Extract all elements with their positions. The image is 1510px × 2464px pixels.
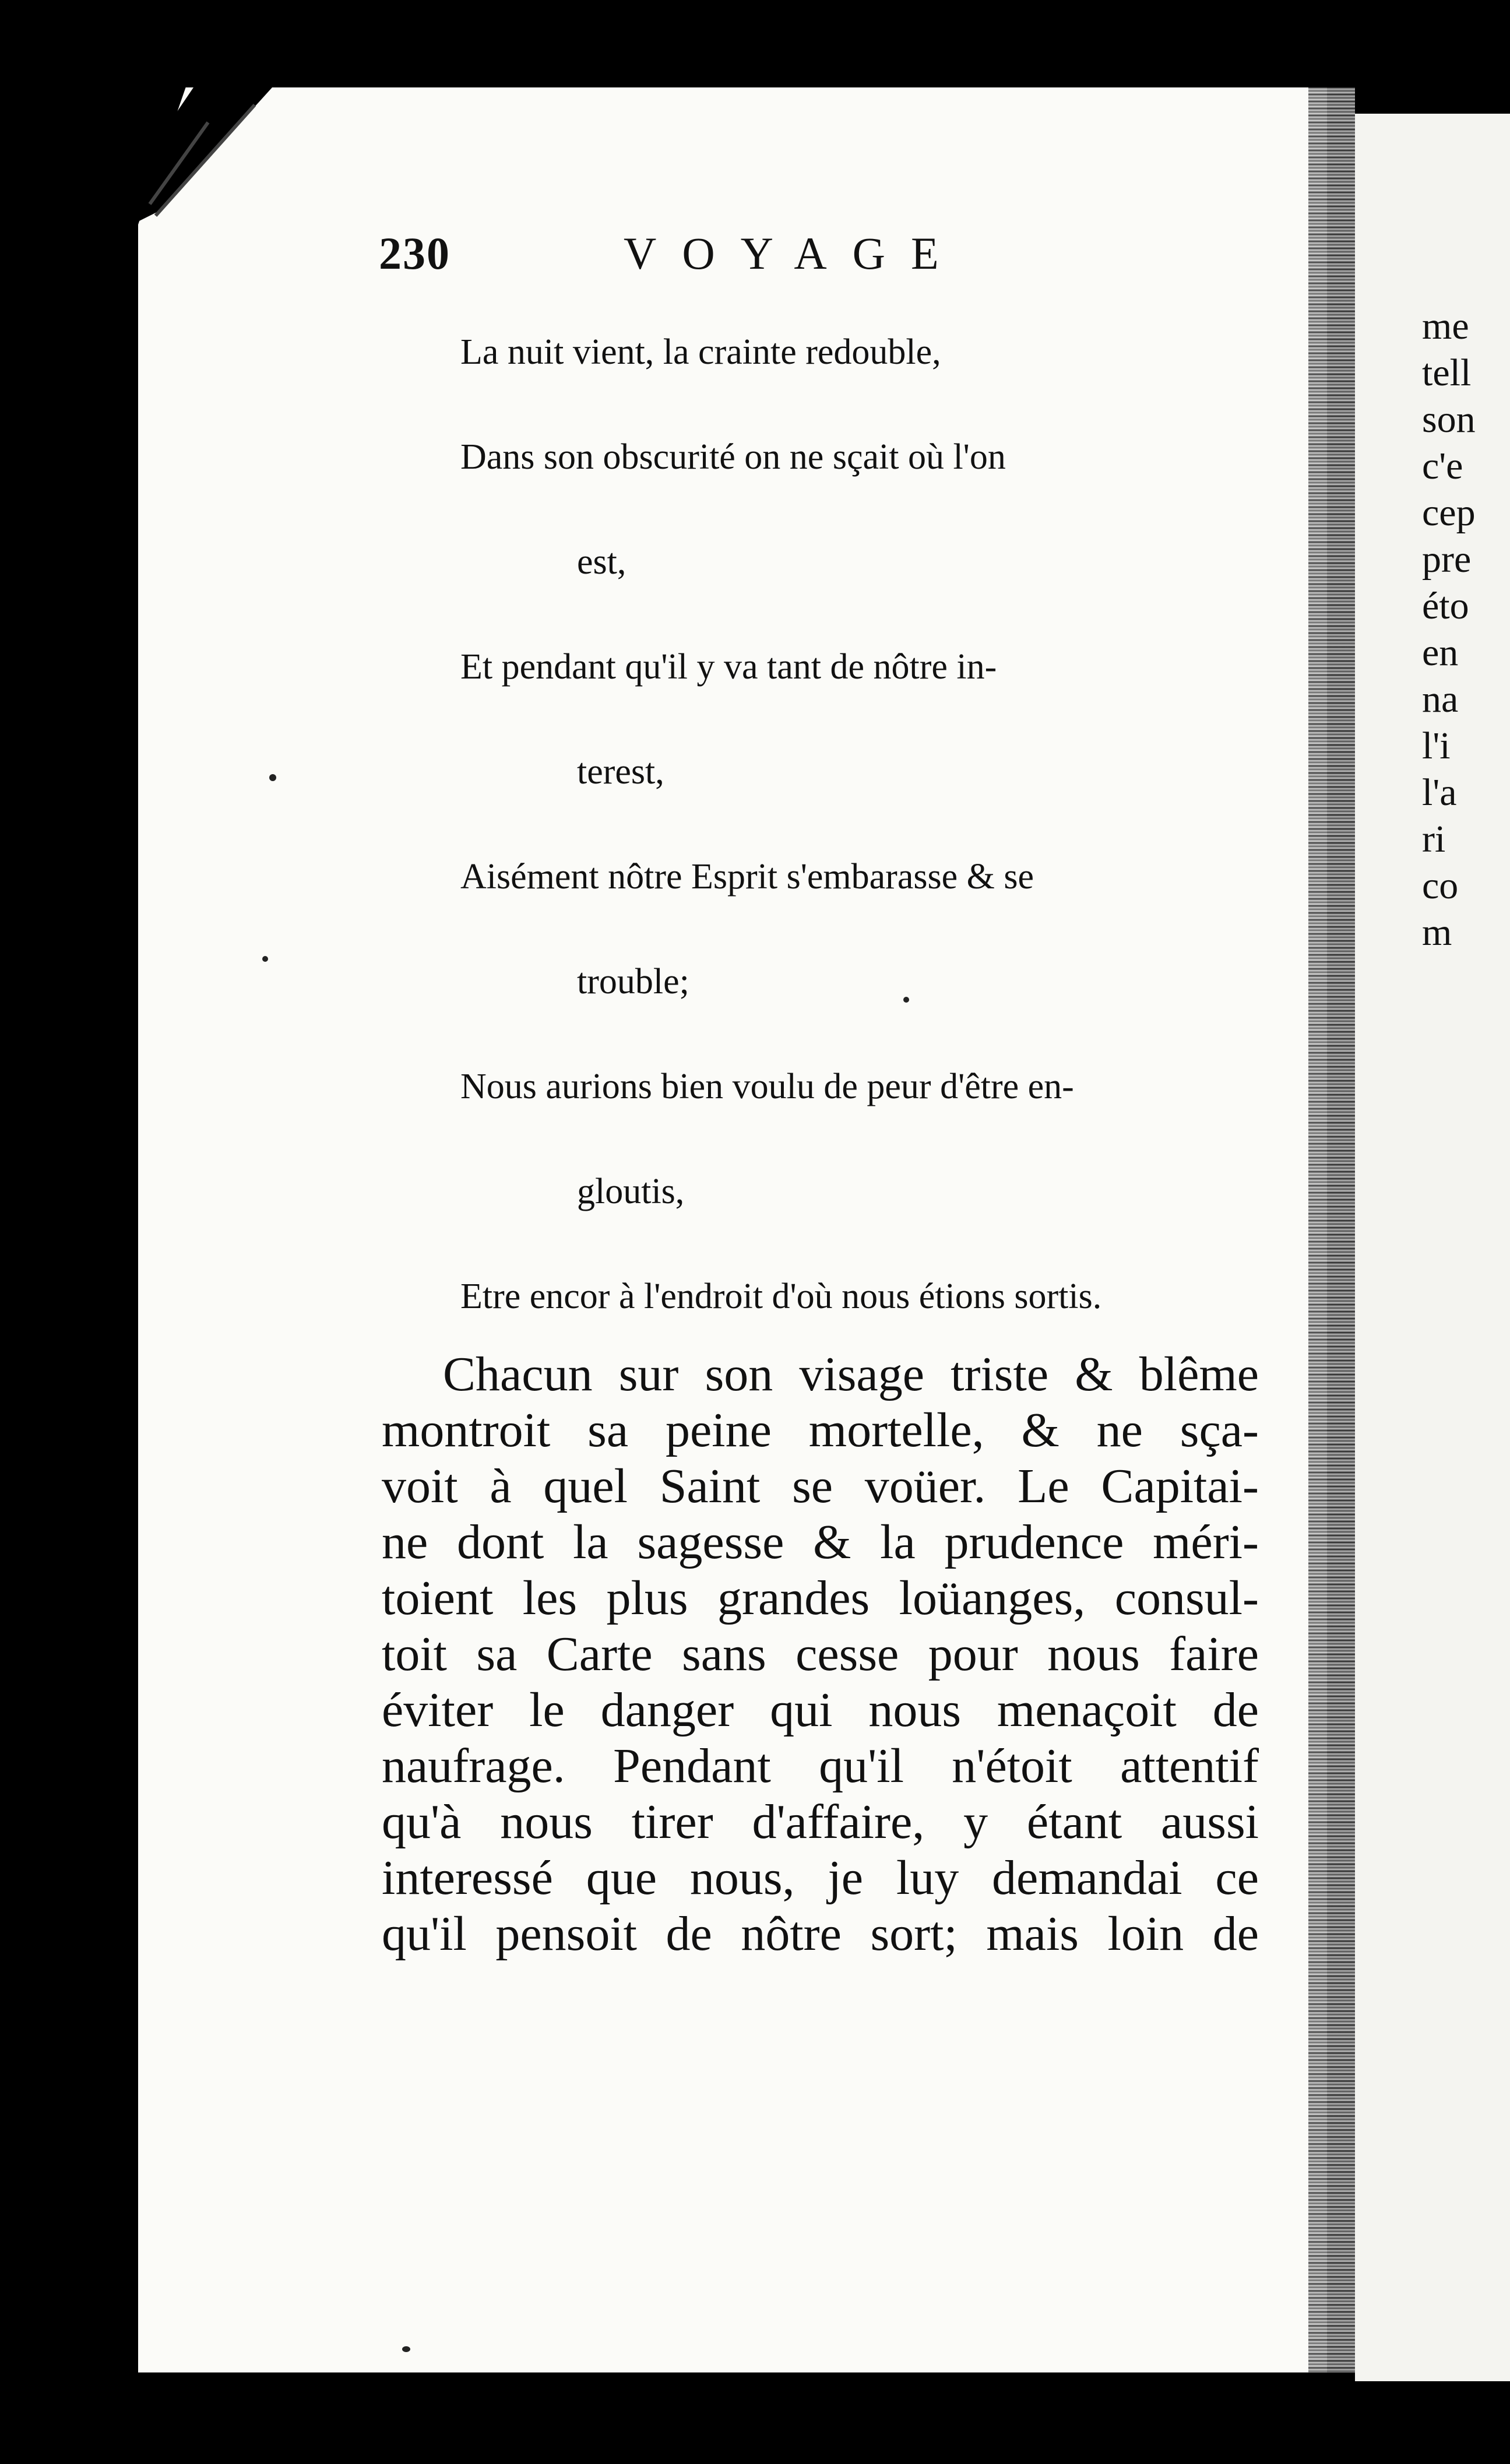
ink-speck [269, 774, 276, 781]
prose-line: éviter le danger qui nous menaçoit de [382, 1683, 1259, 1737]
facing-page-line: cep [1422, 491, 1476, 534]
facing-page-line: pre [1422, 538, 1472, 581]
facing-page-line: tell [1422, 352, 1472, 394]
page-gutter-edge [1308, 87, 1355, 2372]
verse-line: Etre encor à l'endroit d'où nous étions sortis. [460, 1277, 1102, 1316]
facing-page-line: co [1422, 864, 1459, 907]
prose-line: qu'à nous tirer d'affaire, y étant aussi [382, 1795, 1259, 1849]
ink-speck [903, 997, 909, 1003]
prose-line: montroit sa peine mortelle, & ne sça- [382, 1403, 1259, 1457]
verse-line: Et pendant qu'il y va tant de nôtre in- [460, 647, 997, 687]
facing-page-text [1422, 303, 1510, 956]
prose-line: toient les plus grandes loüanges, consul- [382, 1571, 1259, 1625]
prose-line: Chacun sur son visage triste & blême [443, 1347, 1259, 1401]
facing-page-line: c'e [1422, 445, 1463, 487]
verse-line: Nous aurions bien voulu de peur d'être en- [460, 1067, 1074, 1106]
facing-page-line: éto [1422, 585, 1469, 627]
facing-page-line: m [1422, 911, 1452, 954]
verse-block [460, 332, 1311, 1316]
facing-page-line: son [1422, 398, 1476, 441]
prose-line: naufrage. Pendant qu'il n'étoit attentif [382, 1739, 1259, 1793]
verse-line: Aisément nôtre Esprit s'embarasse & se [460, 857, 1034, 897]
facing-page-line: ri [1422, 818, 1446, 860]
verse-line: trouble; [577, 962, 689, 1001]
ink-speck [262, 956, 268, 962]
ink-speck [402, 2346, 410, 2352]
prose-line: ne dont la sagesse & la prudence méri- [382, 1515, 1259, 1569]
folded-corner-mark [138, 87, 272, 227]
verse-line: terest, [577, 752, 664, 792]
prose-line: voit à quel Saint se voüer. Le Capitai- [382, 1459, 1259, 1513]
verse-line: est, [577, 542, 626, 582]
facing-page-line: me [1422, 305, 1469, 347]
verse-line: La nuit vient, la crainte redouble, [460, 332, 941, 372]
prose-line: interessé que nous, je luy demandai ce [382, 1851, 1259, 1905]
facing-page-line: l'i [1422, 725, 1451, 767]
verse-line: gloutis, [577, 1172, 685, 1211]
facing-page-line: na [1422, 678, 1459, 720]
verse-line: Dans son obscurité on ne sçait où l'on [460, 437, 1006, 477]
running-title: VOYAGE [624, 228, 965, 279]
prose-line: toit sa Carte sans cesse pour nous faire [382, 1627, 1259, 1681]
page-number: 230 [379, 228, 450, 279]
facing-page-line: en [1422, 631, 1459, 674]
prose-paragraph [382, 1347, 1259, 1962]
prose-line: qu'il pensoit de nôtre sort; mais loin de [382, 1907, 1259, 1961]
running-head [379, 227, 1253, 286]
facing-page-line: l'a [1422, 771, 1457, 814]
